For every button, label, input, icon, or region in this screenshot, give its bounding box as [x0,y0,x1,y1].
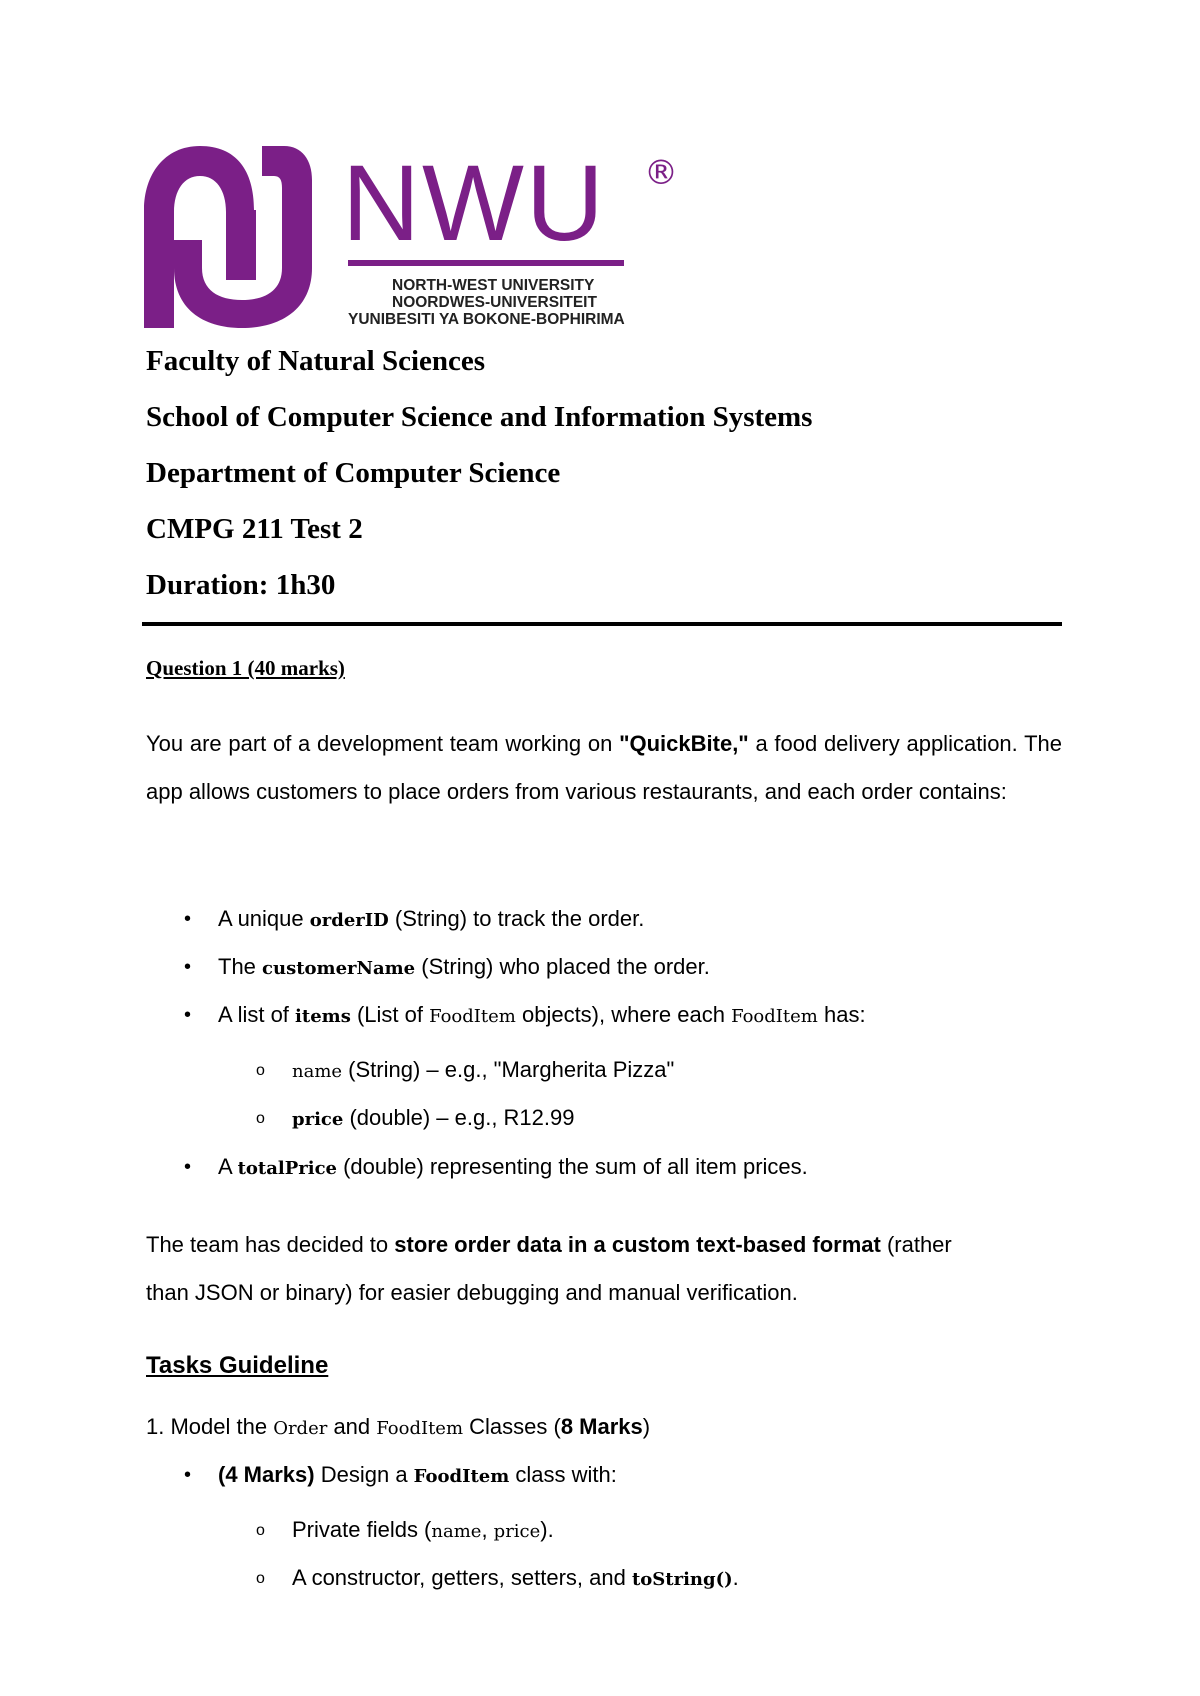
code-name: name [292,1061,343,1082]
code-name: name [431,1521,482,1542]
code-fooditem: FoodItem [413,1466,510,1487]
app-name: "QuickBite," [619,731,749,756]
list-item: A list of items (List of FoodItem objects), where each FoodItem has: [218,1002,866,1027]
list-item: A totalPrice (double) representing the sum of all item prices. [218,1154,808,1179]
sub-list-item: A constructor, getters, setters, and toString(). [292,1565,739,1590]
code-totalprice: totalPrice [237,1158,337,1179]
code-fooditem: FoodItem [429,1006,516,1027]
logo-line-2: NOORDWES-UNIVERSITEIT [392,294,597,311]
faculty-heading: Faculty of Natural Sciences [146,345,486,377]
list-item: A unique orderID (String) to track the order. [218,906,645,931]
logo-registered: ® [644,153,678,193]
code-fooditem: FoodItem [731,1006,818,1027]
format-emphasis: store order data in a custom text-based format [394,1232,881,1257]
circle-bullet-icon: o [256,1570,265,1587]
format-paragraph-line-1: The team has decided to store order data in a custom text-based format (rather [146,1232,952,1257]
task-1a: (4 Marks) Design a FoodItem class with: [218,1462,617,1487]
question-title: Question 1 (40 marks) [146,656,345,680]
intro-text-1: You are part of a development team working on [146,731,620,756]
logo-wordmark: NWU [342,142,606,263]
bullet-icon: • [184,908,192,930]
intro-text-2: a food delivery application. The app allows customers to place orders from various restaurants, and each order contains: [146,731,1063,804]
header-divider [142,622,1062,626]
code-items: items [295,1006,351,1027]
nwu-logo [144,140,684,330]
code-price: price [493,1521,541,1542]
department-heading: Department of Computer Science [146,457,561,489]
circle-bullet-icon: o [256,1522,265,1539]
bullet-icon: • [184,1464,192,1486]
code-customername: customerName [262,958,416,979]
sub-list-item: Private fields (name, price). [292,1517,554,1542]
tasks-heading: Tasks Guideline [146,1352,329,1379]
code-price: price [292,1109,344,1130]
course-heading: CMPG 211 Test 2 [146,513,363,545]
logo-line-3: YUNIBESITI YA BOKONE-BOPHIRIMA [348,311,625,328]
code-tostring: toString() [631,1569,733,1590]
code-order: Order [273,1418,328,1439]
bullet-icon: • [184,1004,192,1026]
intro-paragraph [146,720,1062,816]
bullet-icon: • [184,1156,192,1178]
sub-list-item: name (String) – e.g., "Margherita Pizza" [292,1057,675,1082]
sub-list-item: price (double) – e.g., R12.99 [292,1105,575,1130]
duration-heading: Duration: 1h30 [146,569,336,601]
code-fooditem: FoodItem [376,1418,464,1439]
task-1a-marks: 4 Marks [225,1462,308,1487]
task-1-marks: 8 Marks [560,1414,643,1439]
list-item: The customerName (String) who placed the order. [218,954,710,979]
circle-bullet-icon: o [256,1062,265,1079]
logo-line-1: NORTH-WEST UNIVERSITY [392,277,595,294]
bullet-icon: • [184,956,192,978]
circle-bullet-icon: o [256,1110,265,1127]
school-heading: School of Computer Science and Information Systems [146,401,813,433]
task-1-heading: 1. Model the Order and FoodItem Classes (8 Marks) [146,1414,651,1439]
format-paragraph-line-2: than JSON or binary) for easier debugging and manual verification. [146,1280,798,1305]
emblem-inner-bar [226,210,256,280]
code-orderid: orderID [309,910,389,931]
